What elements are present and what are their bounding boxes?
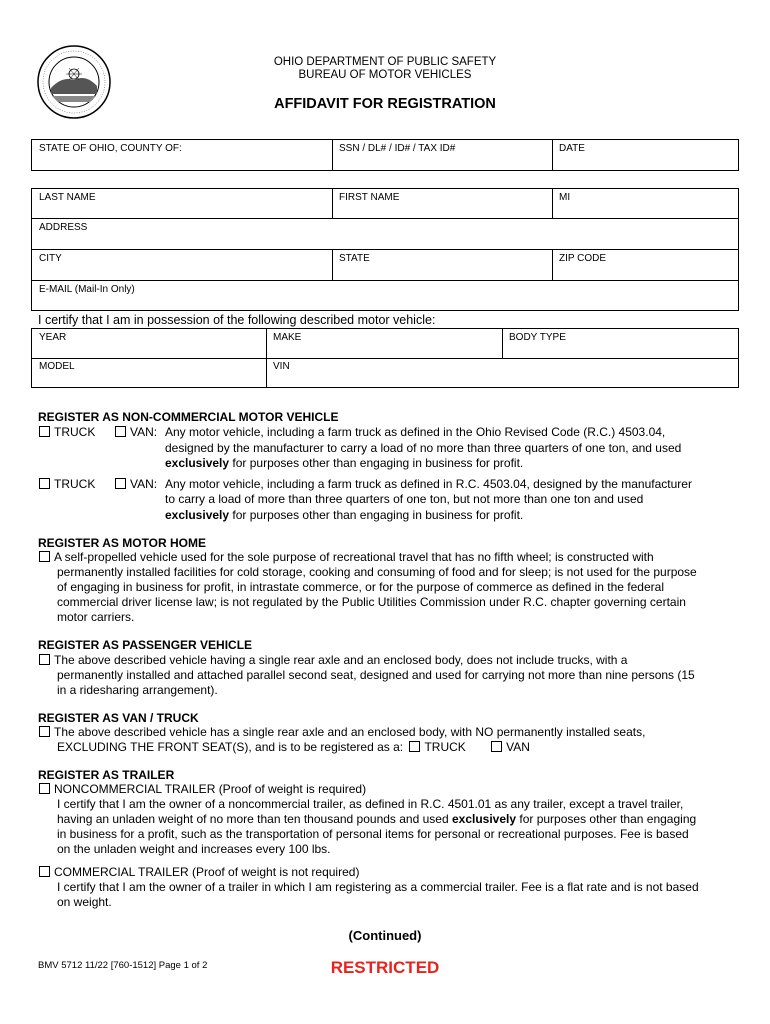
make-input[interactable] — [272, 343, 496, 357]
motor-home-line4: commercial driver license law; is not regulated by the Public Utilities Commission under R.C. chapter governing certain — [57, 595, 686, 609]
form-id: BMV 5712 11/22 [760-1512] Page 1 of 2 — [38, 960, 208, 971]
county-label: STATE OF OHIO, COUNTY OF: — [39, 143, 182, 154]
make-label: MAKE — [273, 332, 302, 343]
noncommercial-trailer-line3: in business for a profit, such as the transportation of personal items for personal or recreational purposes. Fee is based — [57, 827, 689, 841]
motor-home-heading: REGISTER AS MOTOR HOME — [38, 536, 207, 550]
noncommercial-truck-checkbox-1[interactable] — [39, 426, 50, 437]
year-input[interactable] — [40, 343, 260, 357]
date-input[interactable] — [558, 154, 734, 168]
noncommercial-opt1-line2: designed by the manufacturer to carry a load of no more than three quarters of one ton, and used — [165, 441, 682, 455]
noncommercial-trailer-label: NONCOMMERCIAL TRAILER (Proof of weight is required) — [54, 782, 367, 796]
passenger-line3: in a ridesharing arrangement). — [57, 683, 218, 697]
last-name-input[interactable] — [40, 203, 326, 217]
passenger-line2: permanently installed and attached parallel second seat, designed and used for carrying not more than nine persons (15 — [57, 668, 695, 682]
van-truck-line1: The above described vehicle has a single rear axle and an enclosed body, with NO permanently installed seats, — [54, 725, 646, 739]
email-input[interactable] — [40, 295, 734, 309]
noncommercial-trailer-line2a: having an unladen weight of no more than ten thousand pounds and used — [57, 812, 452, 826]
van-label: VAN — [506, 740, 530, 754]
motor-home-line1: A self-propelled vehicle used for the sole purpose of recreational travel that has no fifth wheel; is constructed with — [54, 550, 654, 564]
noncommercial-van-checkbox-2[interactable] — [115, 478, 126, 489]
department-name: OHIO DEPARTMENT OF PUBLIC SAFETY — [273, 56, 497, 68]
exclusively-text: exclusively — [451, 812, 517, 826]
city-label: CITY — [39, 253, 62, 264]
commercial-trailer-line1: I certify that I am the owner of a trailer in which I am registering as a commercial trailer. Fee is a flat rate and is not based — [57, 880, 699, 894]
first-name-input[interactable] — [338, 203, 546, 217]
noncommercial-trailer-line2b: for purposes other than engaging — [516, 812, 697, 826]
state-label: STATE — [339, 253, 370, 264]
truck-label: TRUCK — [54, 425, 96, 439]
noncommercial-truck-checkbox-2[interactable] — [39, 478, 50, 489]
commercial-trailer-line2: on weight. — [57, 895, 112, 909]
noncommercial-heading: REGISTER AS NON-COMMERCIAL MOTOR VEHICLE — [38, 410, 339, 424]
van-truck-line2: EXCLUDING THE FRONT SEAT(S), and is to be registered as a: — [57, 740, 404, 754]
county-input[interactable] — [40, 154, 326, 168]
motor-home-line5: motor carriers. — [57, 610, 135, 624]
van-label: VAN: — [130, 425, 158, 439]
exclusively-text: exclusively — [165, 456, 230, 470]
van-label: VAN: — [130, 477, 158, 491]
vin-input[interactable] — [272, 372, 734, 386]
noncommercial-opt2-line3: for purposes other than engaging in business for profit. — [229, 508, 524, 522]
noncommercial-trailer-checkbox[interactable] — [39, 783, 50, 794]
bureau-name: BUREAU OF MOTOR VEHICLES — [298, 69, 472, 81]
motor-home-line3: of engaging in business for profit, in intrastate commerce, or for the purpose of commerce as defined in the federal — [57, 580, 664, 594]
first-name-label: FIRST NAME — [339, 192, 400, 203]
mi-label: MI — [559, 192, 571, 203]
vin-label: VIN — [273, 361, 290, 372]
address-label: ADDRESS — [39, 222, 88, 233]
mi-input[interactable] — [558, 203, 734, 217]
commercial-trailer-label: COMMERCIAL TRAILER (Proof of weight is not required) — [54, 865, 360, 879]
body-type-input[interactable] — [508, 343, 734, 357]
model-label: MODEL — [39, 361, 75, 372]
noncommercial-trailer-line1: I certify that I am the owner of a noncommercial trailer, as defined in R.C. 4501.01 as any trailer, except a travel trailer, — [57, 797, 684, 811]
noncommercial-opt1-line3: for purposes other than engaging in business for profit. — [229, 456, 524, 470]
address-input[interactable] — [40, 233, 734, 247]
truck-label: TRUCK — [424, 740, 466, 754]
ssn-label: SSN / DL# / ID# / TAX ID# — [339, 143, 456, 154]
trailer-heading: REGISTER AS TRAILER — [38, 768, 175, 782]
ssn-input[interactable] — [338, 154, 546, 168]
noncommercial-opt1-line1: Any motor vehicle, including a farm truck as defined in the Ohio Revised Code (R.C.) 4503.04, — [165, 425, 666, 439]
last-name-label: LAST NAME — [39, 192, 96, 203]
vehicle-description-box — [31, 328, 739, 388]
county-ssn-date-box — [31, 139, 739, 171]
noncommercial-van-checkbox-1[interactable] — [115, 426, 126, 437]
year-label: YEAR — [39, 332, 67, 343]
passenger-line1: The above described vehicle having a single rear axle and an enclosed body, does not include trucks, with a — [54, 653, 628, 667]
city-input[interactable] — [40, 264, 326, 278]
body-type-label: BODY TYPE — [509, 332, 566, 343]
commercial-trailer-checkbox[interactable] — [39, 866, 50, 877]
truck-label: TRUCK — [54, 477, 96, 491]
noncommercial-opt2-line2: to carry a load of more than three quarters of one ton, but not more than one ton and used — [165, 492, 644, 506]
passenger-checkbox[interactable] — [39, 654, 50, 665]
passenger-heading: REGISTER AS PASSENGER VEHICLE — [38, 638, 253, 652]
van-truck-checkbox[interactable] — [39, 726, 50, 737]
motor-home-checkbox[interactable] — [39, 551, 50, 562]
date-label: DATE — [559, 143, 585, 154]
exclusively-text: exclusively — [165, 508, 230, 522]
van-truck-truck-checkbox[interactable] — [409, 741, 420, 752]
noncommercial-trailer-line4: on the unladen weight and increases every 100 lbs. — [57, 842, 331, 856]
model-input[interactable] — [40, 372, 260, 386]
motor-home-line2: permanently installed facilities for cold storage, cooking and consuming of food and for sleep; is not used for the purpose — [57, 565, 697, 579]
restricted-stamp: RESTRICTED — [330, 958, 440, 977]
van-truck-heading: REGISTER AS VAN / TRUCK — [38, 711, 199, 725]
name-address-box — [31, 188, 739, 311]
zip-input[interactable] — [558, 264, 734, 278]
state-input[interactable] — [338, 264, 546, 278]
certify-statement: I certify that I am in possession of the following described motor vehicle: — [38, 313, 436, 327]
zip-label: ZIP CODE — [559, 253, 607, 264]
email-label: E-MAIL (Mail-In Only) — [39, 284, 135, 295]
noncommercial-opt2-line1: Any motor vehicle, including a farm truck as defined in R.C. 4503.04, designed by the manufacturer — [165, 477, 692, 491]
page-title: AFFIDAVIT FOR REGISTRATION — [274, 96, 496, 112]
continued-label: (Continued) — [348, 928, 422, 943]
van-truck-van-checkbox[interactable] — [491, 741, 502, 752]
